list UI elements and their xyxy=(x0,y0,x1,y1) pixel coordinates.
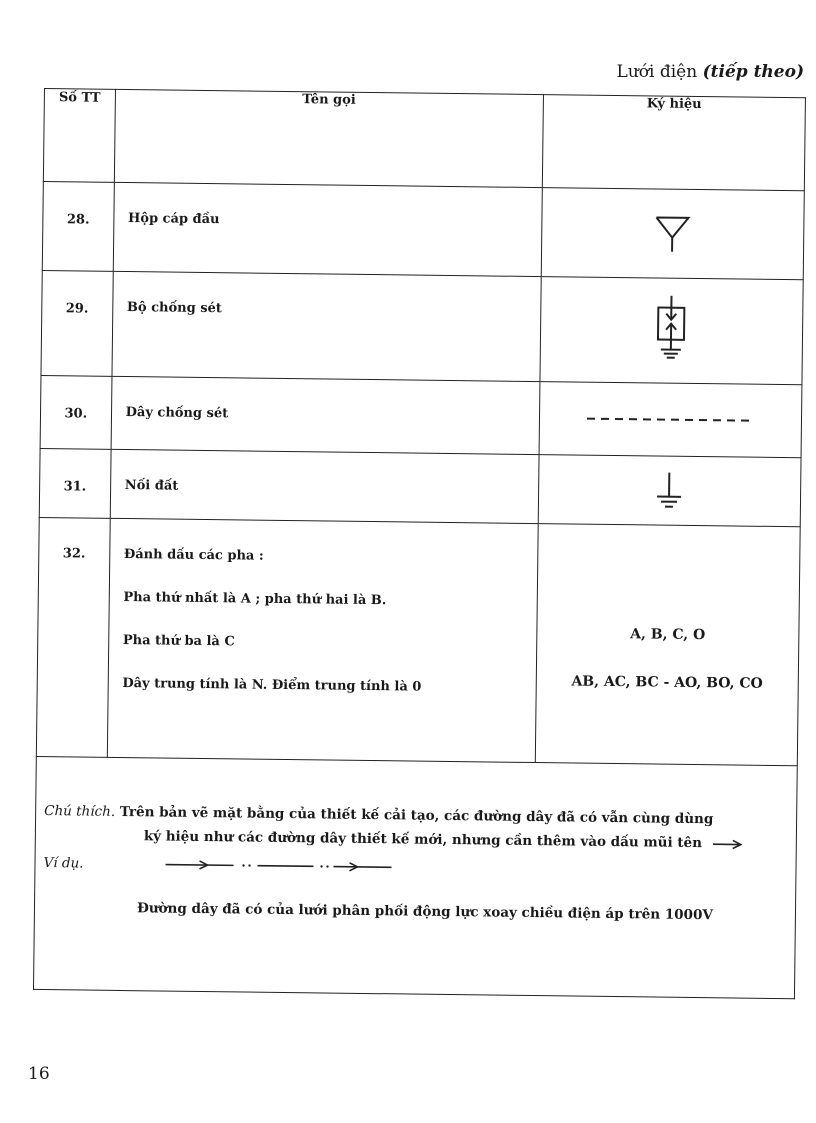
phase-heading: Đánh dấu các pha : xyxy=(123,547,264,564)
section-title-continued: (tiếp theo) xyxy=(702,62,804,82)
phase-description xyxy=(108,519,537,696)
phase-symbol-line: A, B, C, O xyxy=(630,626,706,644)
section-title xyxy=(617,62,804,82)
phase-symbol-line: AB, AC, BC - AO, BO, CO xyxy=(571,673,763,692)
ground-icon xyxy=(654,470,684,510)
section-title-main: Lưới điện xyxy=(616,62,698,82)
row-number: 29. xyxy=(65,301,89,317)
note-row xyxy=(33,756,797,998)
row-number: 32. xyxy=(62,546,86,562)
example-caption: Đường dây đã có của lưới phân phối động lực xoay chiều điện áp trên 1000V xyxy=(136,900,713,924)
phase-symbols xyxy=(536,622,798,695)
lightning-protection-wire-icon xyxy=(585,414,755,426)
page-number: 16 xyxy=(28,1064,50,1084)
symbol-table xyxy=(33,88,806,999)
row-name: Bộ chống sét xyxy=(126,300,222,317)
surge-arrester-icon xyxy=(653,295,690,365)
table-row xyxy=(42,181,804,279)
note-text: Trên bản vẽ mặt bằng của thiết kế cải tạo, các đường dây đã có vẫn cùng dùng xyxy=(119,803,714,828)
row-number: 30. xyxy=(64,406,88,422)
arrow-right-icon xyxy=(713,839,743,849)
header-name: Tên gọi xyxy=(114,89,543,187)
note-text: ký hiệu như các đường dây thiết kế mới, nhưng cần thêm vào dấu mũi tên xyxy=(143,828,703,852)
table-row xyxy=(36,517,800,765)
table-row xyxy=(39,448,801,526)
table-row xyxy=(40,375,802,457)
cable-terminal-box-icon xyxy=(652,213,692,253)
table-header-row xyxy=(43,89,805,191)
existing-line-symbol-icon xyxy=(163,858,393,875)
note-label: Chú thích. xyxy=(44,803,116,820)
row-number: 28. xyxy=(66,212,90,228)
header-symbol: Ký hiệu xyxy=(542,95,805,191)
example-label: Ví dụ. xyxy=(43,855,84,872)
row-number: 31. xyxy=(63,479,87,495)
note-block xyxy=(35,757,797,924)
phase-line: Dây trung tính là N. Điểm trung tính là 0 xyxy=(122,676,422,695)
table-row xyxy=(41,270,803,384)
phase-line: Pha thứ nhất là A ; pha thứ hai là B. xyxy=(123,590,387,609)
row-name: Dây chống sét xyxy=(125,405,229,422)
header-no: Số TT xyxy=(43,89,115,183)
row-name: Hộp cáp đầu xyxy=(127,211,220,228)
phase-line: Pha thứ ba là C xyxy=(122,633,235,650)
row-name: Nối đất xyxy=(124,478,179,494)
